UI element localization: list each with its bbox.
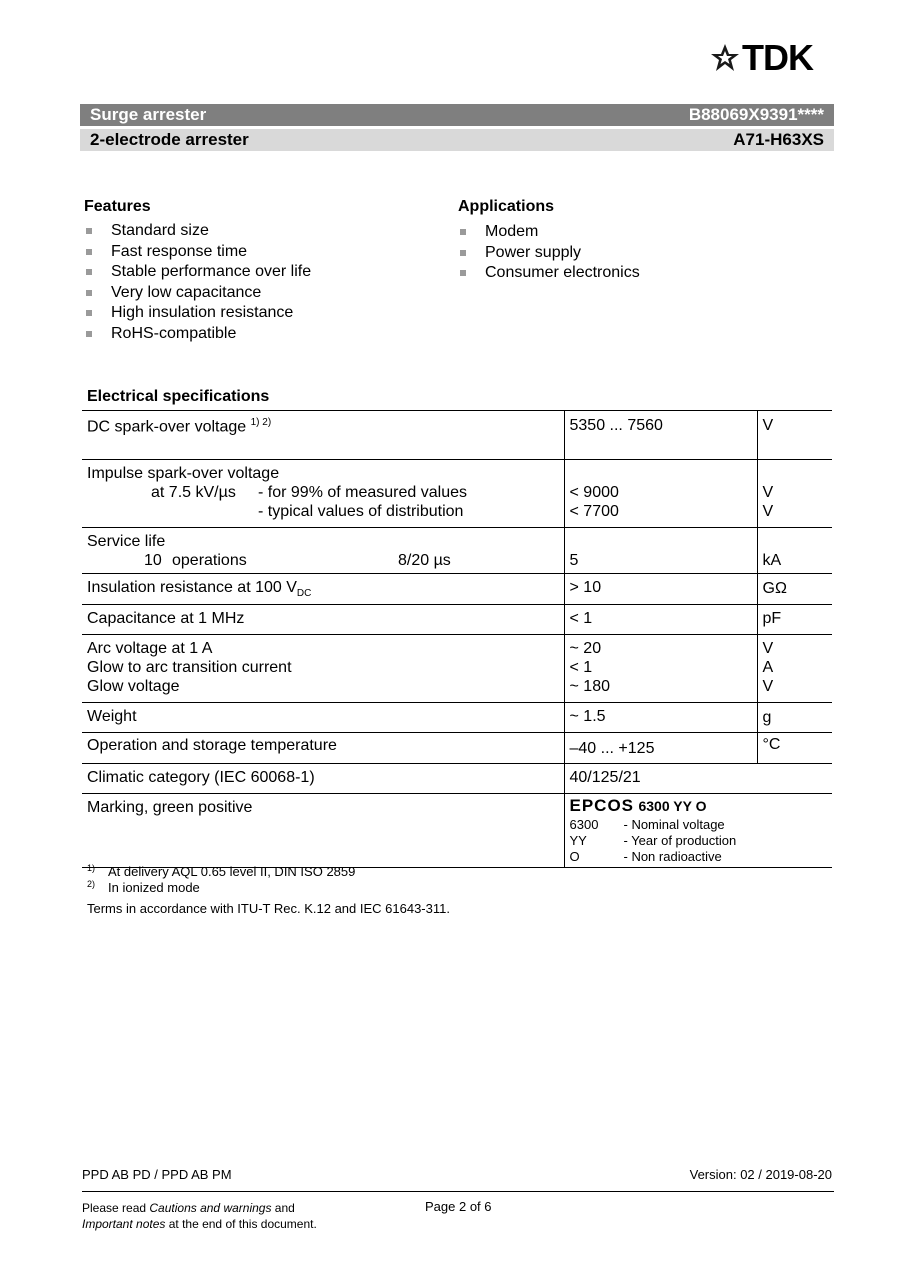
- table-cell: [757, 703, 832, 733]
- table-cell: [82, 635, 564, 703]
- marking-desc-2: - Year of production: [623, 833, 737, 848]
- table-cell: [564, 411, 757, 460]
- table-cell: [564, 460, 757, 528]
- impulse-value-typical: < 7700: [569, 503, 619, 520]
- glow-arc-label: Glow to arc transition current: [87, 659, 292, 676]
- table-cell: [564, 794, 832, 868]
- weight-label: Weight: [87, 708, 137, 725]
- logo-text: TDK: [742, 37, 813, 78]
- table-cell: [757, 605, 832, 635]
- part-number: B88069X9391****: [688, 105, 824, 124]
- service-life-value: 5: [569, 552, 579, 569]
- glow-arc-unit: A: [762, 659, 774, 676]
- marking-key-1: 6300: [569, 817, 599, 832]
- table-cell: [82, 528, 564, 574]
- product-title: Surge arrester: [90, 105, 207, 124]
- temperature-value: –40 ... +125: [569, 740, 655, 757]
- table-row: [82, 764, 832, 794]
- impulse-value-99: < 9000: [569, 484, 619, 501]
- table-row: [82, 574, 832, 605]
- table-cell: [564, 574, 757, 605]
- footnote-2: [87, 880, 450, 896]
- marking-code: 6300 YY O: [638, 798, 707, 814]
- specs-title: Electrical specifications: [87, 388, 270, 405]
- footnotes: [87, 864, 450, 916]
- table-cell: [564, 764, 832, 794]
- footnote-2-text: In ionized mode: [108, 880, 200, 895]
- table-cell: [564, 635, 757, 703]
- footer-version: Version: 02 / 2019-08-20: [689, 1167, 832, 1182]
- product-subtitle: 2-electrode arrester: [90, 130, 249, 149]
- features-list: [84, 221, 311, 345]
- temperature-unit: °C: [762, 736, 781, 753]
- insulation-sub: DC: [296, 588, 312, 600]
- glow-voltage-label: Glow voltage: [87, 678, 180, 695]
- service-life-ops: operations: [172, 552, 247, 569]
- bullet-icon: [460, 250, 466, 256]
- features-title: Features: [84, 198, 151, 215]
- page-number: Page 2 of 6: [425, 1199, 492, 1214]
- table-row: [82, 733, 832, 764]
- bullet-icon: [460, 229, 466, 235]
- climatic-value: 40/125/21: [569, 769, 641, 786]
- service-life-label: Service life: [87, 533, 166, 550]
- table-cell: [757, 411, 832, 460]
- dc-spark-label: DC spark-over voltage: [87, 418, 247, 436]
- bullet-icon: [86, 310, 92, 316]
- table-cell: [82, 605, 564, 635]
- marking-key-2: YY: [569, 833, 587, 848]
- dc-spark-unit: V: [762, 417, 774, 434]
- bullet-icon: [460, 270, 466, 276]
- impulse-unit-99: V: [762, 484, 774, 501]
- list-item: Standard size: [84, 221, 311, 242]
- bullet-icon: [86, 269, 92, 275]
- list-item: Stable performance over life: [84, 262, 311, 283]
- service-life-count: 10: [144, 552, 162, 569]
- type-code: A71-H63XS: [733, 130, 824, 149]
- important-notes-text: Important notes: [82, 1217, 166, 1231]
- list-item: Fast response time: [84, 242, 311, 263]
- table-cell: [82, 733, 564, 764]
- bullet-icon: [86, 228, 92, 234]
- marking-desc-3: - Non radioactive: [623, 849, 722, 864]
- footnote-2-marker: 2): [87, 879, 96, 889]
- footer-divider: [82, 1191, 834, 1192]
- glow-voltage-value: ~ 180: [569, 678, 610, 695]
- capacitance-label: Capacitance at 1 MHz: [87, 610, 245, 627]
- table-row: [82, 794, 832, 868]
- epcos-brand: EPCOS: [569, 796, 635, 815]
- footnote-1-text: At delivery AQL 0.65 level II, DIN ISO 2859: [108, 864, 356, 879]
- temperature-label: Operation and storage temperature: [87, 737, 337, 754]
- table-cell: [82, 411, 564, 460]
- marking-key-3: O: [569, 849, 580, 864]
- table-row: [82, 703, 832, 733]
- glow-arc-value: < 1: [569, 659, 593, 676]
- list-item: Modem: [458, 222, 640, 243]
- footnote-1: [87, 864, 450, 880]
- marking-desc-1: - Nominal voltage: [623, 817, 725, 832]
- impulse-cond-99: - for 99% of measured values: [258, 484, 467, 501]
- service-life-wave: 8/20 µs: [398, 552, 451, 569]
- footer-department: PPD AB PD / PPD AB PM: [82, 1167, 232, 1182]
- dc-spark-value: 5350 ... 7560: [569, 417, 663, 434]
- cautions-link-text: Cautions and warnings: [149, 1201, 272, 1215]
- arc-voltage-label: Arc voltage at 1 A: [87, 640, 213, 657]
- features-section: [84, 198, 311, 345]
- table-cell: [82, 703, 564, 733]
- glow-voltage-unit: V: [762, 678, 774, 695]
- table-row: [82, 635, 832, 703]
- table-cell: [564, 733, 757, 764]
- impulse-rate: at 7.5 kV/µs: [151, 484, 236, 501]
- list-item: Consumer electronics: [458, 263, 640, 284]
- footer-note: Please read Cautions and warnings and Important notes at the end of this document.: [82, 1201, 317, 1231]
- table-cell: [82, 460, 564, 528]
- table-row: [82, 460, 832, 528]
- table-cell: [757, 733, 832, 764]
- marking-label: Marking, green positive: [87, 799, 253, 816]
- arc-voltage-unit: V: [762, 640, 774, 657]
- weight-unit: g: [762, 709, 772, 726]
- table-cell: [757, 460, 832, 528]
- specs-table: [82, 410, 832, 868]
- tdk-logo: [710, 37, 813, 78]
- table-cell: [564, 528, 757, 574]
- insulation-label: Insulation resistance at 100 V: [87, 579, 297, 596]
- climatic-label: Climatic category (IEC 60068-1): [87, 769, 315, 786]
- bullet-icon: [86, 249, 92, 255]
- list-item: RoHS-compatible: [84, 324, 311, 345]
- table-cell: [82, 794, 564, 868]
- table-cell: [757, 574, 832, 605]
- insulation-value: > 10: [569, 579, 602, 596]
- capacitance-value: < 1: [569, 610, 593, 627]
- table-row: [82, 411, 832, 460]
- impulse-cond-typical: - typical values of distribution: [258, 503, 464, 520]
- terms-text: Terms in accordance with ITU-T Rec. K.12 and IEC 61643-311.: [87, 901, 450, 916]
- applications-title: Applications: [458, 198, 555, 215]
- list-item: High insulation resistance: [84, 303, 311, 324]
- bullet-icon: [86, 331, 92, 337]
- applications-list: [458, 222, 640, 284]
- header-bar-secondary: [80, 129, 834, 151]
- dc-spark-footnote: 1) 2): [250, 417, 272, 428]
- arc-voltage-value: ~ 20: [569, 640, 602, 657]
- capacitance-unit: pF: [762, 610, 782, 627]
- table-cell: [757, 635, 832, 703]
- insulation-unit: GΩ: [762, 580, 787, 597]
- impulse-unit-typical: V: [762, 503, 774, 520]
- applications-section: [458, 198, 640, 284]
- table-cell: [82, 764, 564, 794]
- table-row: [82, 528, 832, 574]
- impulse-label: Impulse spark-over voltage: [87, 465, 280, 482]
- table-cell: [564, 703, 757, 733]
- table-cell: [564, 605, 757, 635]
- service-life-unit: kA: [762, 552, 782, 569]
- list-item: Power supply: [458, 243, 640, 264]
- table-row: [82, 605, 832, 635]
- header-bar-primary: [80, 104, 834, 126]
- bullet-icon: [86, 290, 92, 296]
- weight-value: ~ 1.5: [569, 708, 606, 725]
- footnote-1-marker: 1): [87, 863, 96, 873]
- table-cell: [82, 574, 564, 605]
- list-item: Very low capacitance: [84, 283, 311, 304]
- tdk-emblem-icon: [710, 43, 740, 73]
- table-cell: [757, 528, 832, 574]
